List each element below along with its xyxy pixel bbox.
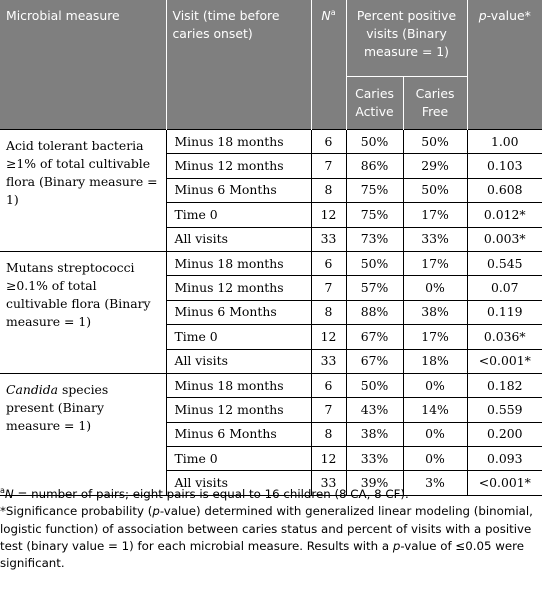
caries-active-cell: 67% [346,349,403,373]
p-value-cell: 0.119 [467,300,542,324]
caries-free-cell: 3% [403,471,467,495]
p-value-cell: 0.545 [467,251,542,275]
table-row [0,130,542,154]
caries-free-cell: 0% [403,447,467,471]
caries-free-cell: 38% [403,300,467,324]
visit-cell: Minus 6 Months [166,300,311,324]
p-value-cell: 0.608 [467,178,542,202]
visit-cell: Time 0 [166,447,311,471]
caries-active-cell: 67% [346,325,403,349]
caries-active-cell: 86% [346,154,403,178]
caries-free-cell: 0% [403,276,467,300]
caries-active-cell: 57% [346,276,403,300]
caries-active-cell: 33% [346,447,403,471]
visit-cell: All visits [166,227,311,251]
caries-active-cell: 75% [346,178,403,202]
caries-active-cell: 88% [346,300,403,324]
p-value-cell: 0.559 [467,398,542,422]
caries-active-cell: 50% [346,373,403,397]
n-cell: 8 [311,300,346,324]
measure-name-italic: Candida [6,381,59,397]
header-p-value: p-value* [467,0,542,130]
visit-cell: All visits [166,471,311,495]
visit-cell: Minus 12 months [166,276,311,300]
p-value-cell: 0.182 [467,373,542,397]
caries-free-cell: 17% [403,325,467,349]
p-value-cell: 0.012* [467,203,542,227]
measure-cell [0,251,166,373]
n-cell: 6 [311,373,346,397]
n-cell: 33 [311,227,346,251]
header-n: $N^a$ [311,0,346,130]
n-cell: 7 [311,398,346,422]
p-value-cell: 0.036* [467,325,542,349]
measure-cell [0,130,166,252]
caries-active-cell: 50% [346,251,403,275]
p-value-cell: 0.07 [467,276,542,300]
n-cell: 12 [311,325,346,349]
visit-cell: Minus 6 Months [166,178,311,202]
header-caries-free: Caries Free [403,77,467,130]
caries-free-cell: 50% [403,178,467,202]
n-cell: 7 [311,276,346,300]
caries-active-cell: 73% [346,227,403,251]
visit-cell: Minus 12 months [166,398,311,422]
footnotes [0,478,536,572]
caries-free-cell: 33% [403,227,467,251]
visit-cell: Minus 18 months [166,130,311,154]
n-cell: 8 [311,178,346,202]
p-value-cell: 0.103 [467,154,542,178]
measure-name: species present (Binary measure = 1) [6,381,109,433]
n-cell: 12 [311,203,346,227]
caries-free-cell: 29% [403,154,467,178]
table-body [0,130,542,496]
table-row [0,251,542,275]
caries-free-cell: 18% [403,349,467,373]
caries-free-cell: 0% [403,373,467,397]
table-row [0,373,542,397]
visit-cell: Minus 12 months [166,154,311,178]
caries-active-cell: 43% [346,398,403,422]
visit-cell: Minus 6 Months [166,422,311,446]
caries-free-cell: 50% [403,130,467,154]
p-value-cell: 1.00 [467,130,542,154]
measure-name: Mutans streptococci ≥0.1% of total cultivable flora (Binary measure = 1) [6,259,151,329]
header-measure: Microbial measure [0,0,166,130]
footnote-significance: *Significance probability (p-value) determined with generalized linear modeling (binomial, logistic function) of association between caries status and percent of visits with a positive test (binary value = 1) for each microbial measure. Results with a p-value of ≤0.05 were significant. [0,504,533,571]
visit-cell: All visits [166,349,311,373]
caries-free-cell: 17% [403,203,467,227]
visit-cell: Minus 18 months [166,251,311,275]
p-value-cell: <0.001* [467,471,542,495]
header-caries-active: Caries Active [346,77,403,130]
p-value-cell: 0.003* [467,227,542,251]
n-cell: 33 [311,471,346,495]
n-cell: 8 [311,422,346,446]
n-cell: 7 [311,154,346,178]
footnote-n: $^a$N = number of pairs; eight pairs is equal to 16 children (8 CA, 8 CF). [0,486,409,501]
measure-name: Acid tolerant bacteria ≥1% of total cultivable flora (Binary measure = 1) [6,138,158,207]
caries-free-cell: 0% [403,422,467,446]
caries-active-cell: 38% [346,422,403,446]
header-visit: Visit (time before caries onset) [166,0,311,130]
visit-cell: Time 0 [166,203,311,227]
visit-cell: Time 0 [166,325,311,349]
p-value-cell: 0.200 [467,422,542,446]
caries-active-cell: 75% [346,203,403,227]
n-cell: 6 [311,130,346,154]
n-cell: 12 [311,447,346,471]
caries-free-cell: 14% [403,398,467,422]
visit-cell: Minus 18 months [166,373,311,397]
p-value-cell: <0.001* [467,349,542,373]
caries-active-cell: 39% [346,471,403,495]
n-cell: 6 [311,251,346,275]
caries-active-cell: 50% [346,130,403,154]
header-percent-positive: Percent positive visits (Binary measure = 1) [346,0,467,77]
p-value-cell: 0.093 [467,447,542,471]
n-cell: 33 [311,349,346,373]
caries-free-cell: 17% [403,251,467,275]
